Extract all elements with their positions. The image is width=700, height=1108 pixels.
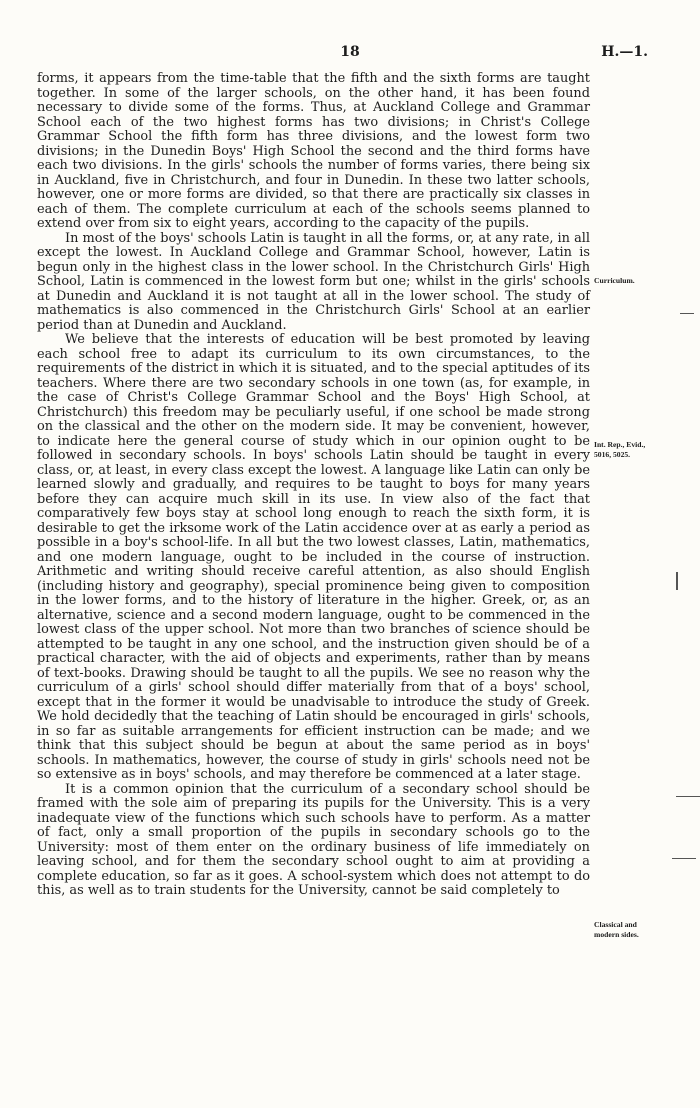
margin-note-int-rep-line1: Int. Rep., Evid., — [594, 440, 646, 449]
margin-note-int-rep — [594, 440, 694, 460]
paragraph-forms: forms, it appears from the time-table that the fifth and the sixth forms are taught together. In some of the larger schools, on the other hand, it has been found necessary to divide some of the forms. Thus, at Auckland College and Grammar School each of the two highest forms has two divisions; in Christ's College Grammar School the fifth form has three divisions, and the lowest form two divisions; in the Dunedin Boys' High School the second and the third forms have each two divisions. In the girls' schools the number of forms varies, there being six in Auckland, five in Christchurch, and four in Dunedin. In these two latter schools, however, one or more forms are divided, so that there are practically six classes in each of them. The complete curriculum at each of the schools seems planned to extend over from six to eight years, according to the capacity of the pupils. — [37, 71, 590, 231]
margin-note-int-rep-line2: 5016, 5025. — [594, 450, 631, 459]
section-reference: H.—1. — [601, 44, 648, 60]
page-header — [0, 44, 700, 66]
paragraph-latin: In most of the boys' schools Latin is taught in all the forms, or, at any rate, in all except the lowest. In Auckland College and Grammar School, however, Latin is begun only in the highest class in the lower school. In the Christchurch Girls' High School, Latin is commenced in the lowest form but one; whilst in the girls' schools at Dunedin and Auckland it is not taught at all in the lower school. The study of mathematics is also commenced in the Christchurch Girls' School at an earlier period than at Dunedin and Auckland. — [37, 230, 590, 333]
margin-note-classical — [594, 920, 694, 940]
margin-note-classical-line2: modern sides. — [594, 930, 639, 939]
edge-mark — [676, 796, 700, 797]
margin-note-curriculum — [594, 276, 694, 286]
margin-note-curriculum-text: Curriculum. — [594, 276, 635, 285]
page-number: 18 — [340, 44, 360, 60]
edge-mark — [680, 313, 694, 314]
edge-mark — [676, 572, 678, 590]
edge-mark — [672, 858, 696, 859]
paragraph-curriculum-freedom: We believe that the interests of education will be best promoted by leaving each school free to adapt its curriculum to its own circumstances, to the requirements of the district in which it is situated, and to the special aptitudes of its teachers. Where there are two secondary schools in one town (as, for example, in the case of Christ's College Grammar School and the Boys' High School, at Christchurch) this freedom may be peculiarly useful, if one school be made strong on the classical and the other on the modern side. It may be convenient, however, to indicate here the general course of study which in our opinion ought to be followed in secondary schools. In boys' schools Latin should be taught in every class, or, at least, in every class except the lowest. A language like Latin can only be learned slowly and gradually, and requires to be taught to boys for many years before they can acquire much skill in its use. In view also of the fact that comparatively few boys stay at school long enough to reach the sixth form, it is desirable to get the irksome work of the Latin accidence over at as early a period as possible in a boy's school-life. In all but the two lowest classes, Latin, mathematics, and one modern language, ought to be included in the course of instruction. Arithmetic and writing should receive careful attention, as also should English (including history and geography), special prominence being given to composition in the lower forms, and to the history of literature in the higher. Greek, or, as an alternative, science and a second modern language, ought to be commenced in the lowest class of the upper school. Not more than two branches of science should be attempted to be taught in any one school, and the instruction given should be of a practical character, with the aid of objects and experiments, rather than by means of text-books. Drawing should be taught to all the pupils. We see no reason why the curriculum of a girls' school should differ materially from that of a boys' school, except that in the former it would be unadvisable to introduce the study of Greek. We hold decidedly that the teaching of Latin should be encouraged in girls' schools, in so far as suitable arrangements for efficient instruction can be made; and we think that this subject should be begun at about the same period as in boys' schools. In mathematics, however, the course of study in girls' schools need not be so extensive as in boys' schools, and may therefore be commenced at a later stage. — [37, 332, 590, 782]
paragraph-university: It is a common opinion that the curriculum of a secondary school should be framed with the sole aim of preparing its pupils for the University. This is a very inadequate view of the functions which such schools have to perform. As a matter of fact, only a small proportion of the pupils in secondary schools go to the University: most of them enter on the ordinary business of life immediately on leaving school, and for them the secondary school ought to aim at providing a complete education, so far as it goes. A school-system which does not attempt to do this, as well as to train students for the University, cannot be said completely to — [37, 781, 590, 898]
margin-note-classical-line1: Classical and — [594, 920, 637, 929]
body-text — [37, 72, 590, 899]
